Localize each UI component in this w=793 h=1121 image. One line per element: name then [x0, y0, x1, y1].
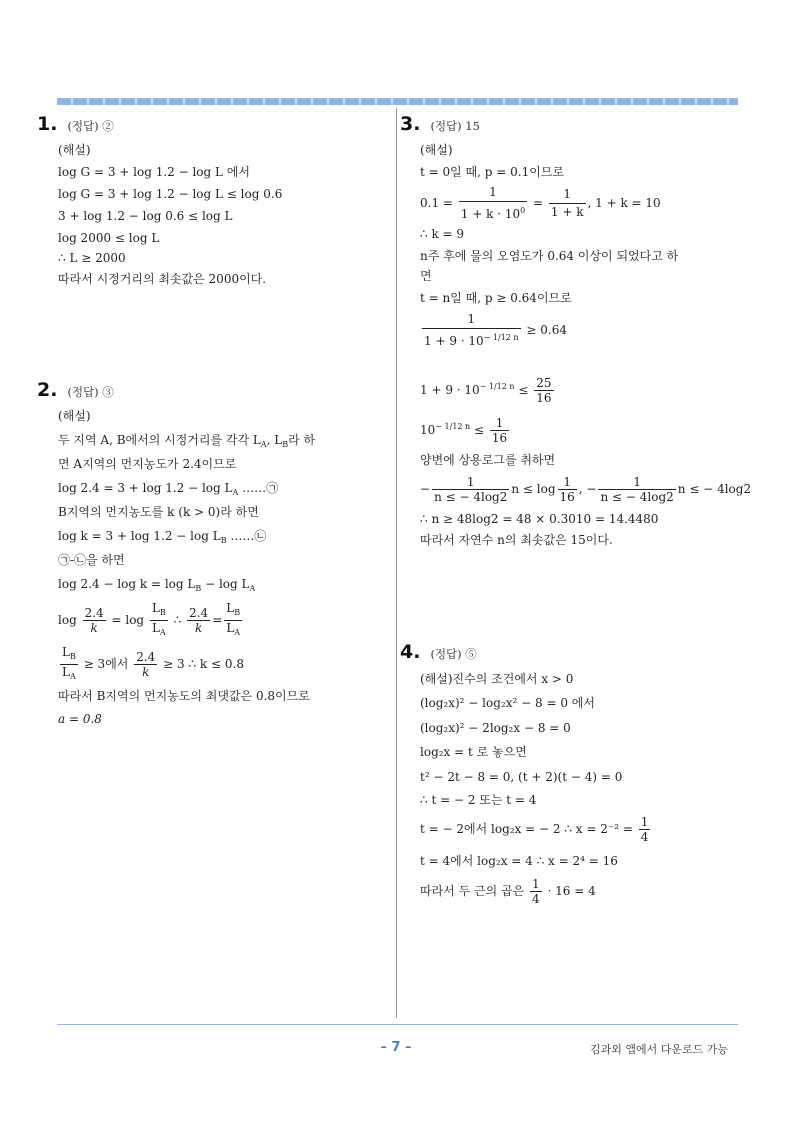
q2-line: 두 지역 A, B에서의 시정거리를 각각 $L_A$, $L_B$라 하	[58, 433, 316, 449]
question-number: 1.	[37, 113, 58, 135]
q4-line: (log₂x)² − log₂x² − 8 = 0 에서	[420, 696, 595, 710]
q4-line: (log₂x)² − 2log₂x − 8 = 0	[420, 721, 571, 735]
fraction: $\frac{L_B}{L_A}$	[226, 601, 241, 637]
question-4-header	[400, 643, 477, 663]
q1-line: 따라서 시정거리의 최솟값은 2000이다.	[58, 272, 267, 286]
answer-text: (정답) ③	[67, 385, 114, 399]
fraction: $\frac{1}{1 + k}$	[550, 187, 584, 219]
question-number: 3.	[400, 113, 421, 135]
q3-fraction-line: $10^{- 1/12 n}$ ≤ $\frac{1}{16}$	[420, 416, 508, 445]
solution-label: (해설)	[420, 143, 453, 157]
q2-line: $\log k = 3 + \log 1.2 - \log L_B$ ……㉡	[58, 529, 267, 545]
q2-line: 따라서 B지역의 먼지농도의 최댓값은 0.8이므로	[58, 689, 310, 703]
fraction: $\frac{1}{1 + 9 \cdot 10^{- 1/12 n}}$	[424, 312, 519, 348]
answer-text: (정답) ②	[67, 119, 114, 133]
q4-line: ∴ t = − 2 또는 t = 4	[420, 793, 537, 807]
q2-fraction-line: log $\frac{2.4}{k}$ = log $\frac{L_B}{L_A}$ ∴ $\frac{2.4}{k}$ = $\frac{L_B}{L_A}$	[58, 601, 244, 640]
fraction: $\frac{1}{4}$	[532, 877, 540, 906]
q1-line: ∴ L ≥ 2000	[58, 251, 126, 265]
q3-fraction-line: 0.1 = $\frac{1}{1 + k \cdot 10^0}$ = $\frac{1}{1 + k}$ , 1 + k = 10	[420, 185, 661, 221]
fraction: $\frac{1}{4}$	[640, 815, 649, 844]
q2-line: $\log 2.4 - \log k = \log L_B - \log L_A$	[58, 577, 256, 593]
q2-line: $\log 2.4 = 3 + \log 1.2 - \log L_A$ ……㉠	[58, 481, 279, 497]
question-number: 2.	[37, 379, 58, 401]
q2-line: B지역의 먼지농도를 k (k > 0)라 하면	[58, 505, 259, 519]
q3-line: n주 후에 물의 오염도가 0.64 이상이 되었다고 하	[420, 249, 679, 263]
q4-fraction-line: t = − 2에서 log₂x = − 2 ∴ x = 2⁻² = $\frac{1}{4}$	[420, 815, 649, 844]
q1-line: log G = 3 + log 1.2 − log L ≤ log 0.6	[58, 187, 283, 201]
fraction: $\frac{1}{16}$	[559, 475, 575, 504]
footer-text: 김과외 앱에서 다운로드 가능	[589, 1043, 728, 1056]
q4-line: t = 4에서 log₂x = 4 ∴ x = 2⁴ = 16	[420, 854, 618, 868]
solution-label: (해설)	[58, 409, 91, 423]
q2-line: ㉠-㉡을 하면	[58, 553, 125, 567]
fraction: $\frac{1}{n \le - 4\log 2}$	[434, 475, 508, 504]
page-number: – 7 –	[380, 1040, 412, 1055]
q4-line: log₂x = t 로 놓으면	[420, 745, 527, 759]
q1-line: log 2000 ≤ log L	[58, 231, 160, 245]
q1-line: log G = 3 + log 1.2 − log L 에서	[58, 165, 250, 179]
fraction: $\frac{L_B}{L_A}$	[62, 645, 76, 681]
header-stripe	[57, 98, 738, 105]
q2-line: a = 0.8	[58, 712, 102, 726]
q3-fraction-line: $1 + 9 \cdot 10^{- 1/12 n}$ ≤ $\frac{25}{16}$	[420, 376, 552, 405]
fraction: $\frac{1}{1 + k \cdot 10^0}$	[460, 185, 526, 221]
answer-text: (정답) ⑤	[430, 647, 477, 661]
q3-fraction-line: − $\frac{1}{n \le - 4\log 2}$ n ≤ log $\frac{1}{16}$ , − $\frac{1}{n \le - 4\log 2}$ n ≤ − 4log2	[420, 475, 752, 504]
solution-label: (해설)	[58, 143, 91, 157]
fraction: $\frac{2.4}{k}$	[84, 606, 104, 635]
q4-line: (해설)진수의 조건에서 x > 0	[420, 672, 574, 686]
q3-line: 따라서 자연수 n의 최솟값은 15이다.	[420, 533, 613, 547]
q3-line: t = 0일 때, p = 0.1이므로	[420, 165, 564, 179]
q4-fraction-line: 따라서 두 근의 곱은 $\frac{1}{4}$ · 16 = 4	[420, 877, 596, 906]
q3-line: 면	[420, 269, 432, 283]
q3-line: ∴ n ≥ 48log2 = 48 × 0.3010 = 14.4480	[420, 512, 659, 526]
column-divider	[396, 108, 397, 1018]
q2-fraction-line: $\frac{L_B}{L_A}$ ≥ 3에서 $\frac{2.4}{k}$ ≥ 3 ∴ k ≤ 0.8	[58, 645, 244, 684]
q3-fraction-line: $\frac{1}{1 + 9 \cdot 10^{- 1/12 n}}$ ≥ 0.64	[424, 312, 567, 348]
q4-line: t² − 2t − 8 = 0, (t + 2)(t − 4) = 0	[420, 770, 623, 784]
footer-line	[57, 1024, 738, 1025]
question-1-header	[37, 115, 114, 135]
question-number: 4.	[400, 641, 421, 663]
question-3-header	[400, 115, 480, 135]
q1-line: 3 + log 1.2 − log 0.6 ≤ log L	[58, 209, 233, 223]
fraction: $\frac{1}{n \le - 4\log 2}$	[600, 475, 674, 504]
q2-line: 면 A지역의 먼지농도가 2.4이므로	[58, 457, 237, 471]
q3-line: t = n일 때, p ≥ 0.64이므로	[420, 291, 572, 305]
fraction: $\frac{2.4}{k}$	[189, 606, 209, 635]
q3-line: ∴ k = 9	[420, 227, 465, 241]
fraction: $\frac{25}{16}$	[536, 376, 552, 405]
question-2-header	[37, 381, 114, 401]
fraction: $\frac{L_B}{L_A}$	[151, 601, 166, 637]
fraction: $\frac{2.4}{k}$	[136, 650, 156, 679]
answer-text: (정답) 15	[430, 119, 480, 133]
fraction: $\frac{1}{16}$	[491, 416, 508, 445]
q3-line: 양변에 상용로그를 취하면	[420, 453, 556, 467]
